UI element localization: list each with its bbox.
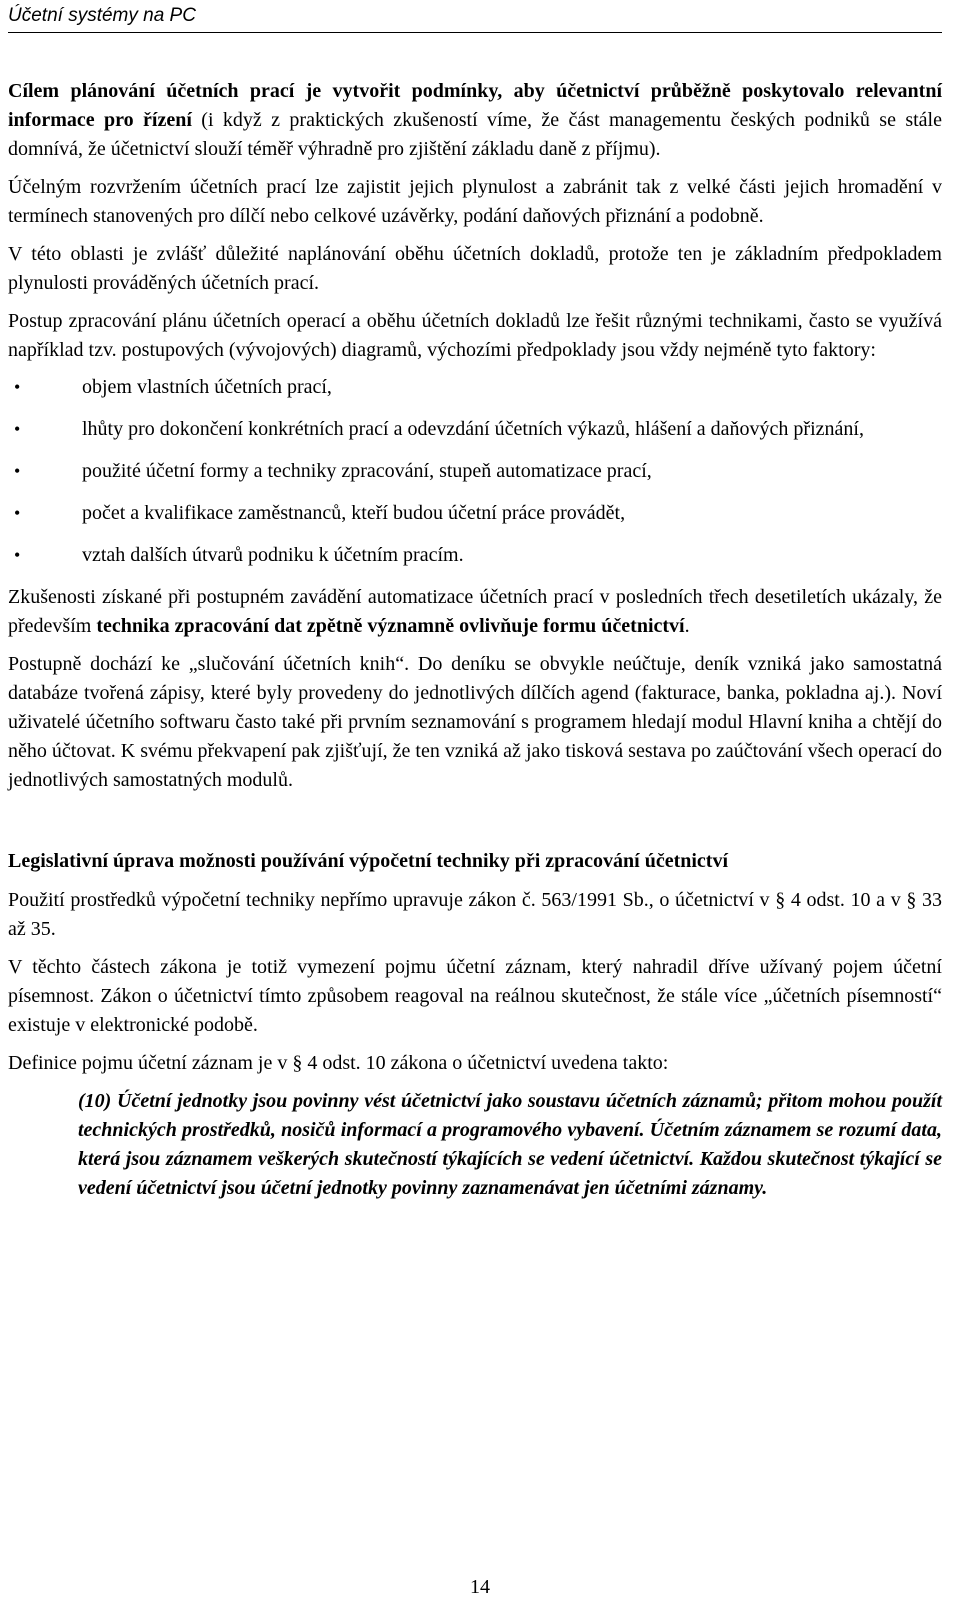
page-number: 14 [470, 1576, 490, 1598]
list-item [8, 541, 942, 570]
paragraph-merging-books: Postupně dochází ke „slučování účetních knih“. Do deníku se obvykle neúčtuje, deník vzniká jako samostatná databáze tvořená zápisy, které byly provedeny do jednotlivých dílčích agend (fakturace, banka, pokladna aj.). Noví uživatelé účetního softwaru často také při prvním seznamování s programem hledají modul Hlavní kniha a chtějí do něho účtovat. K svému překvapení pak zjišťují, že ten vzniká až jako tisková sestava po zaúčtování všech operací do jednotlivých samostatných modulů. [8, 653, 942, 791]
bullet-icon: • [14, 377, 21, 397]
paragraph-work-distribution: Účelným rozvržením účetních prací lze zajistit jejich plynulost a zabránit tak z velké části jejich hromadění v termínech stanovených pro dílčí nebo celkové uzávěrky, podání daňových přiznání a podobně. [8, 176, 942, 227]
bullet-icon: • [14, 461, 21, 481]
list-item-text: lhůty pro dokončení konkrétních prací a odevzdání účetních výkazů, hlášení a daňových přiznání, [82, 418, 864, 440]
bullet-icon: • [14, 545, 21, 565]
intro-rest-text: (i když z praktických zkušeností víme, že část managementu českých podniků se stále domnívá, že účetnictví slouží téměř výhradně pro zjištění základu daně z příjmu). [8, 109, 942, 160]
paragraph-law-reference: Použití prostředků výpočetní techniky nepřímo upravuje zákon č. 563/1991 Sb., o účetnictví v § 4 odst. 10 a v § 33 až 35. [8, 889, 942, 940]
experience-start-text: Zkušenosti získané při postupném zavádění automatizace účetních prací v posledních třech desetiletích ukázaly, že především [8, 586, 942, 637]
list-item-text: počet a kvalifikace zaměstnanců, kteří budou účetní práce provádět, [82, 502, 626, 524]
paragraph-document-flow: V této oblasti je zvlášť důležité naplánování oběhu účetních dokladů, protože ten je základním předpokladem plynulosti prováděných účetních prací. [8, 243, 942, 294]
experience-bold-text: technika zpracování dat zpětně významně ovlivňuje formu účetnictví [96, 615, 685, 637]
intro-paragraph [8, 77, 942, 164]
paragraph-experience [8, 583, 942, 641]
intro-bold-text: Cílem plánování účetních prací je vytvořit podmínky, aby účetnictví průběžně poskytovalo relevantní informace pro řízení [8, 80, 942, 131]
paragraph-definition-intro: Definice pojmu účetní záznam je v § 4 odst. 10 zákona o účetnictví uvedena takto: [8, 1052, 669, 1074]
factor-list [8, 373, 942, 570]
experience-end-text: . [684, 615, 690, 637]
bullet-icon: • [14, 503, 21, 523]
list-item [8, 415, 942, 444]
law-quote: (10) Účetní jednotky jsou povinny vést účetnictví jako soustavu účetních záznamů; přitom mohou použít technických prostředků, nosičů informací a programového vybavení. Účetním záznamem se rozumí data, která jsou záznamem veškerých skutečností týkajících se vedení účetnictví. Každou skutečnost týkající se vedení účetnictví jsou účetní jednotky povinny zaznamenávat jen účetními záznamy. [78, 1090, 942, 1199]
section-heading: Legislativní úprava možnosti používání výpočetní techniky při zpracování účetnictví [8, 850, 729, 872]
list-item [8, 373, 942, 402]
running-header: Účetní systémy na PC [8, 0, 942, 33]
list-item-text: vztah dalších útvarů podniku k účetním pracím. [82, 544, 464, 566]
list-item [8, 499, 942, 528]
list-item-text: objem vlastních účetních prací, [82, 376, 332, 398]
paragraph-accounting-record: V těchto částech zákona je totiž vymezení pojmu účetní záznam, který nahradil dříve užívaný pojem účetní písemnost. Zákon o účetnictví tímto způsobem reagoval na reálnou skutečnost, že stále více „účetních písemností“ existuje v elektronické podobě. [8, 956, 942, 1036]
paragraph-planning-techniques: Postup zpracování plánu účetních operací a oběhu účetních dokladů lze řešit různými technikami, často se využívá například tzv. postupových (vývojových) diagramů, výchozími předpoklady jsou vždy nejméně tyto faktory: [8, 310, 942, 361]
list-item-text: použité účetní formy a techniky zpracování, stupeň automatizace prací, [82, 460, 652, 482]
list-item [8, 457, 942, 486]
bullet-icon: • [14, 419, 21, 439]
